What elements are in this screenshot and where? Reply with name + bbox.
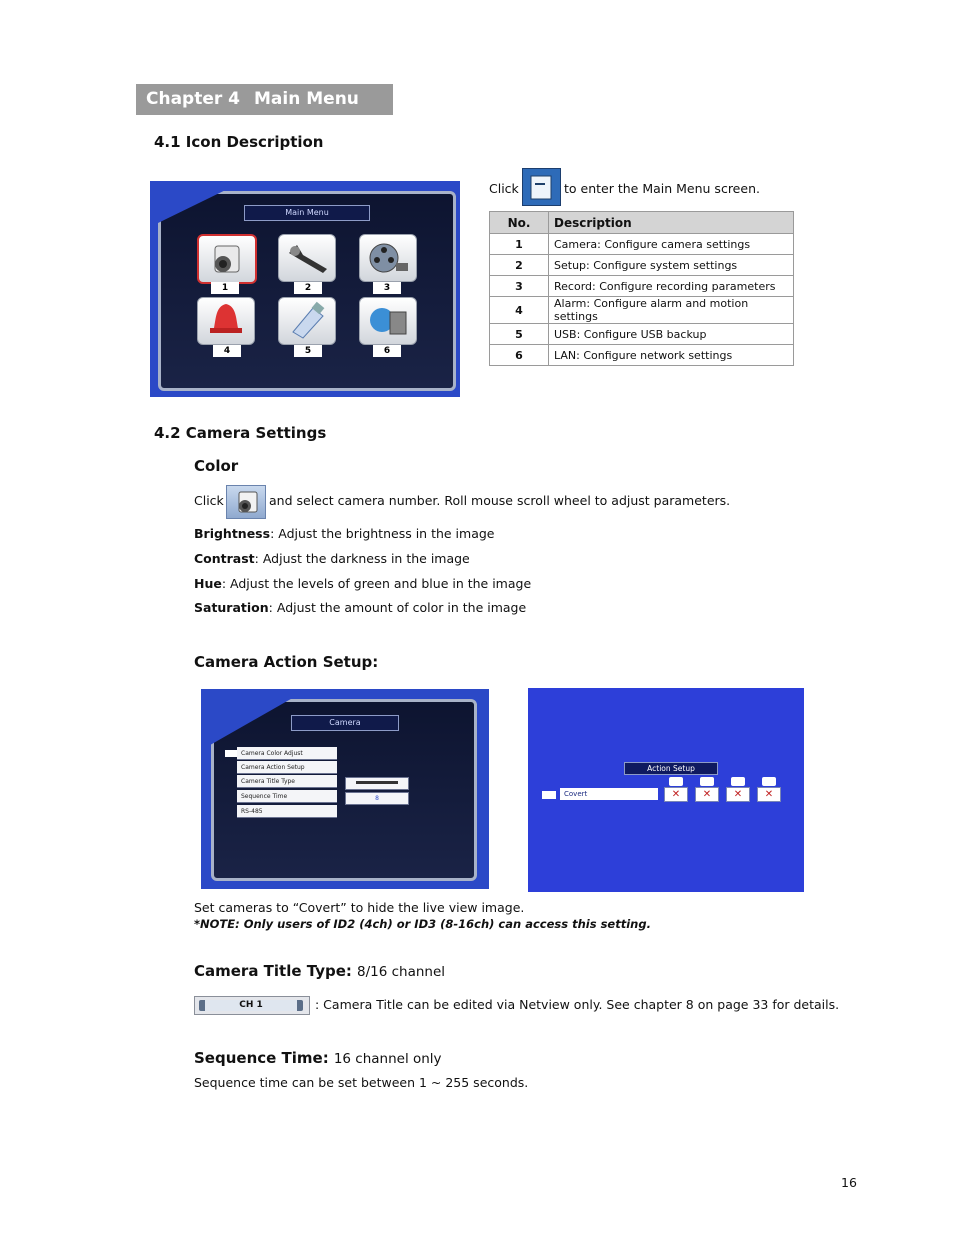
menu-row: Camera Action Setup	[237, 761, 337, 774]
table-row	[490, 297, 794, 324]
term-description: : Adjust the darkness in the image	[254, 551, 470, 566]
main-menu-icon	[522, 168, 561, 206]
camera-menu-screenshot	[201, 689, 489, 889]
table-cell-description: Alarm: Configure alarm and motion settings	[549, 297, 794, 324]
hue-item	[194, 576, 531, 591]
term-description: : Adjust the brightness in the image	[270, 526, 495, 541]
camera-title-type-line	[194, 961, 445, 980]
camera-small-icon	[669, 777, 683, 786]
tile-number: 1	[211, 282, 239, 294]
camera-tile-icon	[197, 234, 257, 284]
camera-action-setup-heading: Camera Action Setup:	[194, 653, 379, 671]
column-header-description: Description	[549, 212, 794, 234]
click-text: Click	[489, 181, 519, 196]
alarm-bell-tile-icon	[197, 297, 255, 345]
camera-title-type-heading: Camera Title Type:	[194, 962, 352, 980]
title-bar-graphic	[356, 781, 398, 784]
chapter-header	[136, 84, 393, 115]
term-description: : Adjust the levels of green and blue in the image	[221, 576, 532, 591]
table-cell-description: USB: Configure USB backup	[549, 324, 794, 345]
tile-number: 5	[294, 345, 322, 357]
menu-row: Sequence Time	[237, 790, 337, 803]
term: Contrast	[194, 551, 255, 566]
menu-row: RS-485	[237, 805, 337, 818]
term: Brightness	[194, 526, 271, 541]
covert-checkbox[interactable]: ✕	[664, 787, 688, 802]
section-heading-icon-description: 4.1 Icon Description	[154, 133, 324, 151]
table-cell-description: Setup: Configure system settings	[549, 255, 794, 276]
table-row	[490, 234, 794, 255]
term: Saturation	[194, 600, 269, 615]
table-row	[490, 324, 794, 345]
table-row	[490, 276, 794, 297]
covert-checkbox[interactable]: ✕	[695, 787, 719, 802]
table-cell-no: 5	[490, 324, 549, 345]
camera-icon	[226, 485, 266, 519]
menu-row: Camera Title Type	[237, 775, 337, 788]
table-cell-description: Record: Configure recording parameters	[549, 276, 794, 297]
click-text: Click	[194, 493, 224, 508]
tile-number: 3	[373, 282, 401, 294]
pointer-hand-icon	[225, 750, 237, 757]
camera-title-chip	[194, 996, 310, 1015]
pointer-hand-icon	[542, 791, 556, 799]
camera-title-type-suffix: 8/16 channel	[357, 964, 446, 980]
covert-checkbox[interactable]: ✕	[757, 787, 781, 802]
action-setup-screenshot	[528, 688, 804, 892]
usb-tile-icon	[278, 297, 336, 345]
table-cell-description: LAN: Configure network settings	[549, 345, 794, 366]
icon-description-table	[489, 211, 794, 366]
table-cell-no: 3	[490, 276, 549, 297]
section-heading-camera-settings: 4.2 Camera Settings	[154, 424, 327, 442]
sequence-time-suffix: 16 channel only	[333, 1051, 442, 1067]
menu-row: Camera Color Adjust	[237, 747, 337, 760]
chapter-title: Main Menu	[254, 89, 359, 109]
access-note: *NOTE: Only users of ID2 (4ch) or ID3 (8-16ch) can access this setting.	[194, 917, 651, 931]
sequence-time-heading: Sequence Time:	[194, 1049, 329, 1067]
brightness-item	[194, 526, 495, 541]
covert-label: Covert	[560, 788, 658, 800]
term: Hue	[194, 576, 222, 591]
color-heading: Color	[194, 457, 239, 475]
tile-number: 2	[294, 282, 322, 294]
camera-title-description: : Camera Title can be edited via Netview only. See chapter 8 on page 33 for details.	[315, 997, 840, 1012]
table-row	[490, 345, 794, 366]
setup-wrench-tile-icon	[278, 234, 336, 282]
sequence-time-line	[194, 1048, 442, 1067]
color-instruction: and select camera number. Roll mouse scroll wheel to adjust parameters.	[269, 493, 731, 508]
table-cell-no: 6	[490, 345, 549, 366]
saturation-item	[194, 600, 526, 615]
sequence-time-value: 8	[345, 792, 409, 805]
record-film-tile-icon	[359, 234, 417, 282]
camera-small-icon	[700, 777, 714, 786]
covert-note: Set cameras to “Covert” to hide the live view image.	[194, 900, 525, 915]
camera-small-icon	[731, 777, 745, 786]
column-header-no: No.	[490, 212, 549, 234]
table-row	[490, 255, 794, 276]
main-menu-instruction: to enter the Main Menu screen.	[564, 181, 760, 196]
camera-menu-title: Camera	[291, 715, 399, 731]
table-cell-no: 1	[490, 234, 549, 255]
table-header-row	[490, 212, 794, 234]
tile-number: 6	[373, 345, 401, 357]
term-description: : Adjust the amount of color in the image	[268, 600, 527, 615]
lan-network-tile-icon	[359, 297, 417, 345]
table-cell-no: 4	[490, 297, 549, 324]
page-number: 16	[841, 1175, 857, 1190]
table-cell-no: 2	[490, 255, 549, 276]
sequence-time-description: Sequence time can be set between 1 ~ 255 seconds.	[194, 1075, 529, 1090]
camera-title-chip-label: CH 1	[205, 1000, 297, 1011]
main-menu-title: Main Menu	[244, 205, 370, 221]
contrast-item	[194, 551, 470, 566]
camera-small-icon	[762, 777, 776, 786]
main-menu-screenshot	[150, 181, 460, 397]
tile-number: 4	[213, 345, 241, 357]
covert-checkbox[interactable]: ✕	[726, 787, 750, 802]
table-cell-description: Camera: Configure camera settings	[549, 234, 794, 255]
action-setup-title: Action Setup	[624, 762, 718, 775]
title-type-value-field	[345, 777, 409, 790]
chapter-label: Chapter 4	[146, 89, 241, 109]
